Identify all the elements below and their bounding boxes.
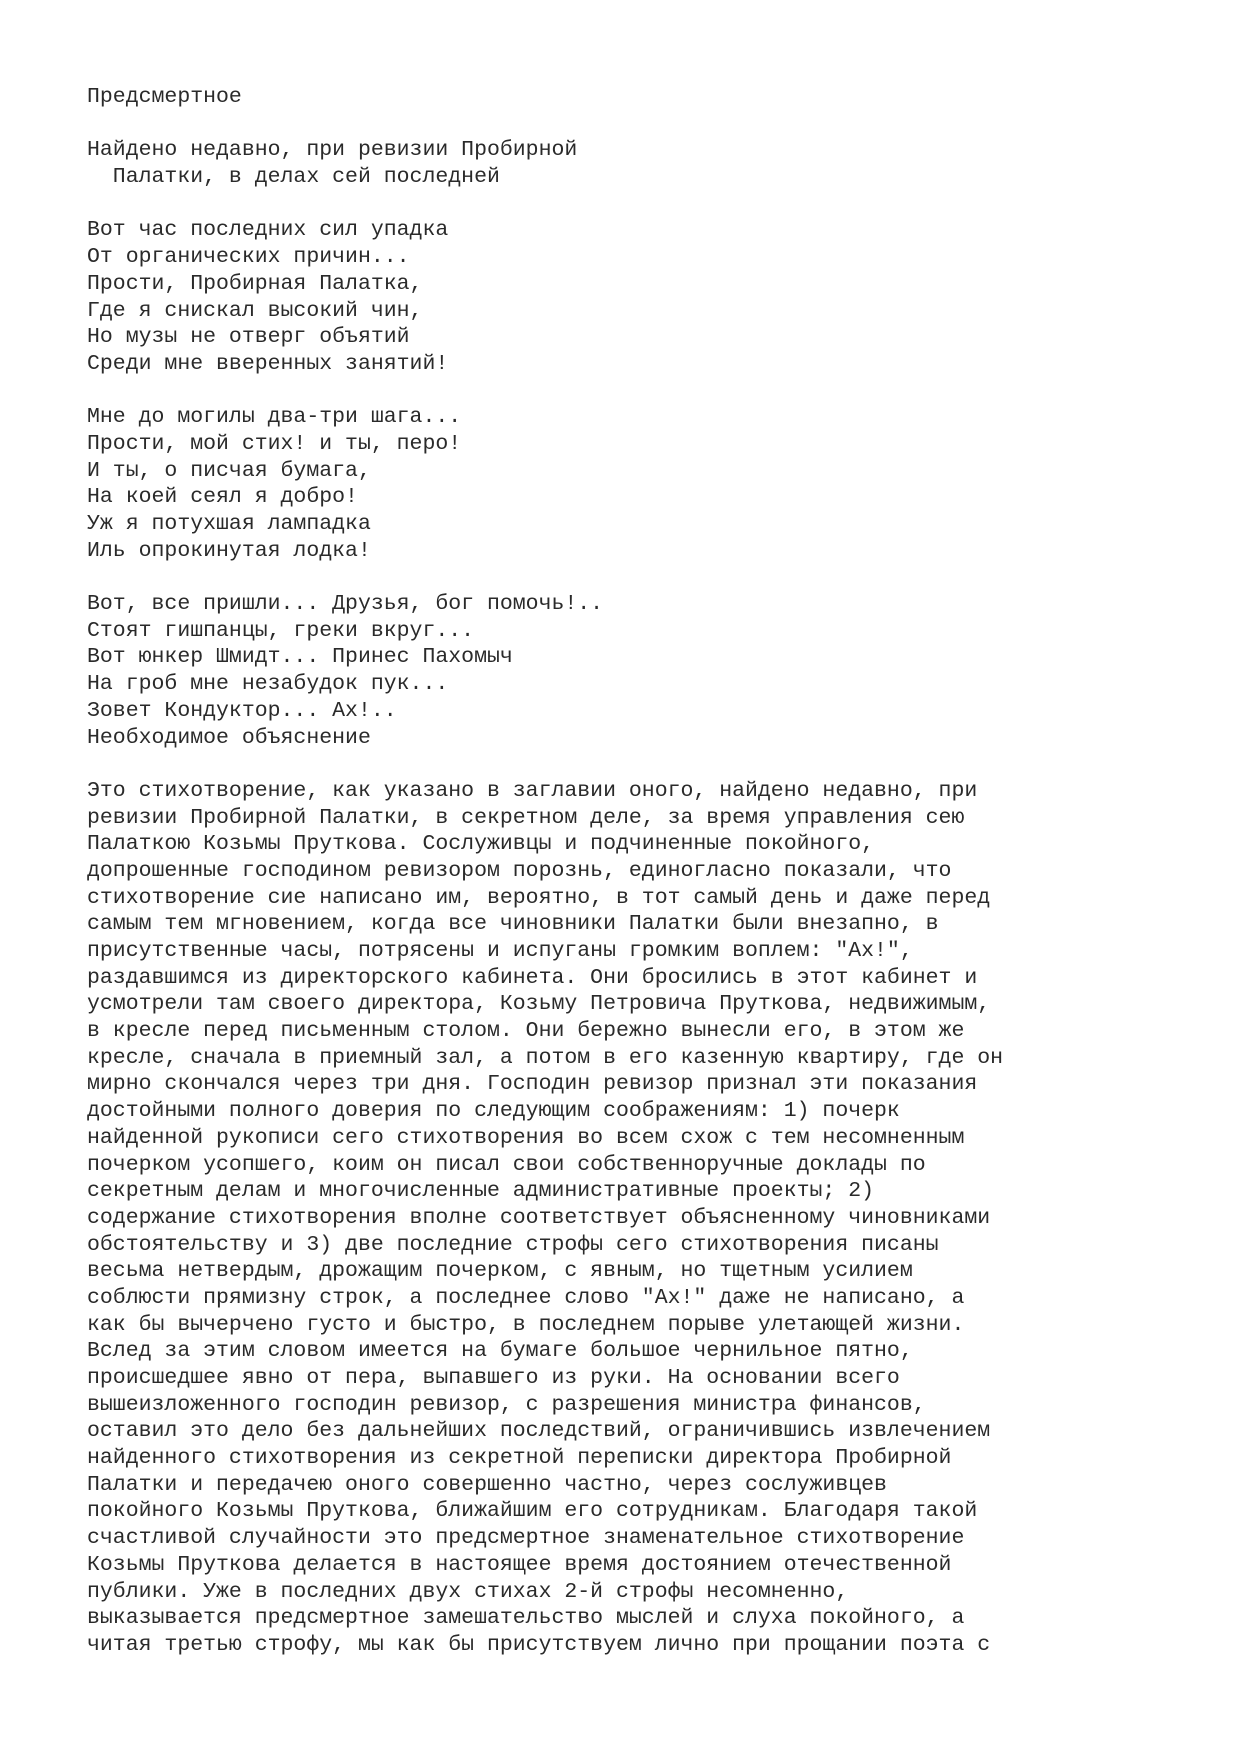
explanation-line: покойного Козьмы Пруткова, ближайшим его сотрудникам. Благодаря такой <box>87 1499 978 1524</box>
document-page <box>87 84 1207 1659</box>
explanation-line: раздавшимся из директорского кабинета. Они бросились в этот кабинет и <box>87 965 978 990</box>
explanation-line: происшедшее явно от пера, выпавшего из руки. На основании всего <box>87 1366 900 1390</box>
explanation-line: ревизии Пробирной Палатки, в секретном деле, за время управления сею <box>87 805 965 830</box>
explanation-line: Палаткою Козьмы Пруткова. Сослуживцы и подчиненные покойного, <box>87 832 875 857</box>
epigraph-line: Палатки, в делах сей последней <box>87 165 500 190</box>
stanza-1 <box>87 217 1207 377</box>
explanation-line: усмотрели там своего директора, Козьму Петровича Пруткова, недвижимым, <box>87 992 991 1017</box>
explanation-line: выказывается предсмертное замешательство мыслей и слуха покойного, а <box>87 1606 965 1631</box>
verse-line: Зовет Кондуктор... Ах!.. <box>87 698 397 723</box>
explanation-line: соблюсти прямизну строк, а последнее слово "Ах!" даже не написано, а <box>87 1285 965 1310</box>
explanation-line: самым тем мгновением, когда все чиновники Палатки были внезапно, в <box>87 912 939 937</box>
poem-title: Предсмертное <box>87 85 242 109</box>
verse-line: Прости, мой стих! и ты, перо! <box>87 431 462 456</box>
explanation-line: найденного стихотворения из секретной переписки директора Пробирной <box>87 1446 952 1471</box>
verse-line: На гроб мне незабудок пук... <box>87 672 449 697</box>
epigraph-line: Найдено недавно, при ревизии Пробирной <box>87 138 578 163</box>
spacer <box>87 751 1207 778</box>
spacer <box>87 378 1207 405</box>
explanation-line: в кресле перед письменным столом. Они бережно вынесли его, в этом же <box>87 1019 965 1044</box>
stanza-3 <box>87 591 1207 724</box>
verse-line: Вот час последних сил упадка <box>87 218 449 243</box>
explanation-line: содержание стихотворения вполне соответствует объясненному чиновниками <box>87 1205 991 1230</box>
verse-line: Где я снискал высокий чин, <box>87 298 423 323</box>
explanation-line: стихотворение сие написано им, вероятно, в тот самый день и даже перед <box>87 885 991 910</box>
explanation-line: допрошенные господином ревизором порознь, единогласно показали, что <box>87 858 952 883</box>
explanation-line: присутственные часы, потрясены и испуганы громким воплем: "Ах!", <box>87 939 913 963</box>
spacer <box>87 111 1207 138</box>
spacer <box>87 564 1207 591</box>
explanation-line: мирно скончался через три дня. Господин ревизор признал эти показания <box>87 1072 978 1097</box>
verse-line: Иль опрокинутая лодка! <box>87 538 371 563</box>
explanation-line: Палатки и передачею оного совершенно частно, через сослуживцев <box>87 1472 887 1497</box>
verse-line: Вот юнкер Шмидт... Принес Пахомыч <box>87 645 513 670</box>
verse-line: Вот, все пришли... Друзья, бог помочь!.. <box>87 592 604 617</box>
verse-line: Уж я потухшая лампадка <box>87 512 371 536</box>
spacer <box>87 191 1207 218</box>
explanation-line: кресле, сначала в приемный зал, а потом в его казенную квартиру, где он <box>87 1045 1004 1070</box>
explanation-line: почерком усопшего, коим он писал свои собственноручные доклады по <box>87 1152 926 1177</box>
explanation-line: найденной рукописи сего стихотворения во всем схож с тем несомненным <box>87 1125 965 1150</box>
verse-line: Стоят гишпанцы, греки вкруг... <box>87 618 475 643</box>
explanation-line: оставил это дело без дальнейших последствий, ограничившись извлечением <box>87 1419 991 1444</box>
explanation-line: секретным делам и многочисленные административные проекты; 2) <box>87 1179 875 1204</box>
explanation-line: Это стихотворение, как указано в заглавии оного, найдено недавно, при <box>87 778 978 803</box>
explanation-heading: Необходимое объяснение <box>87 725 371 750</box>
verse-line: Мне до могилы два-три шага... <box>87 405 462 430</box>
verse-line: И ты, о писчая бумага, <box>87 458 371 483</box>
explanation-line: обстоятельству и 3) две последние строфы сего стихотворения писаны <box>87 1232 939 1257</box>
explanation-body <box>87 778 1207 1659</box>
explanation-line: как бы вычерчено густо и быстро, в последнем порыве улетающей жизни. <box>87 1312 965 1337</box>
explanation-line: весьма нетвердым, дрожащим почерком, с явным, но тщетным усилием <box>87 1259 913 1284</box>
verse-line: Прости, Пробирная Палатка, <box>87 271 423 296</box>
verse-line: Среди мне вверенных занятий! <box>87 351 449 376</box>
explanation-line: читая третью строфу, мы как бы присутствуем лично при прощании поэта с <box>87 1632 991 1657</box>
stanza-2 <box>87 404 1207 564</box>
explanation-line: Козьмы Пруткова делается в настоящее время достоянием отечественной <box>87 1552 952 1577</box>
explanation-line: счастливой случайности это предсмертное знаменательное стихотворение <box>87 1526 965 1551</box>
epigraph <box>87 137 1207 190</box>
verse-line: На коей сеял я добро! <box>87 485 358 510</box>
verse-line: От органических причин... <box>87 245 410 270</box>
verse-line: Но музы не отверг объятий <box>87 325 410 350</box>
explanation-line: достойными полного доверия по следующим соображениям: 1) почерк <box>87 1099 900 1124</box>
explanation-line: вышеизложенного господин ревизор, с разрешения министра финансов, <box>87 1392 926 1417</box>
explanation-line: публики. Уже в последних двух стихах 2-й строфы несомненно, <box>87 1579 849 1604</box>
explanation-line: Вслед за этим словом имеется на бумаге большое чернильное пятно, <box>87 1339 913 1364</box>
